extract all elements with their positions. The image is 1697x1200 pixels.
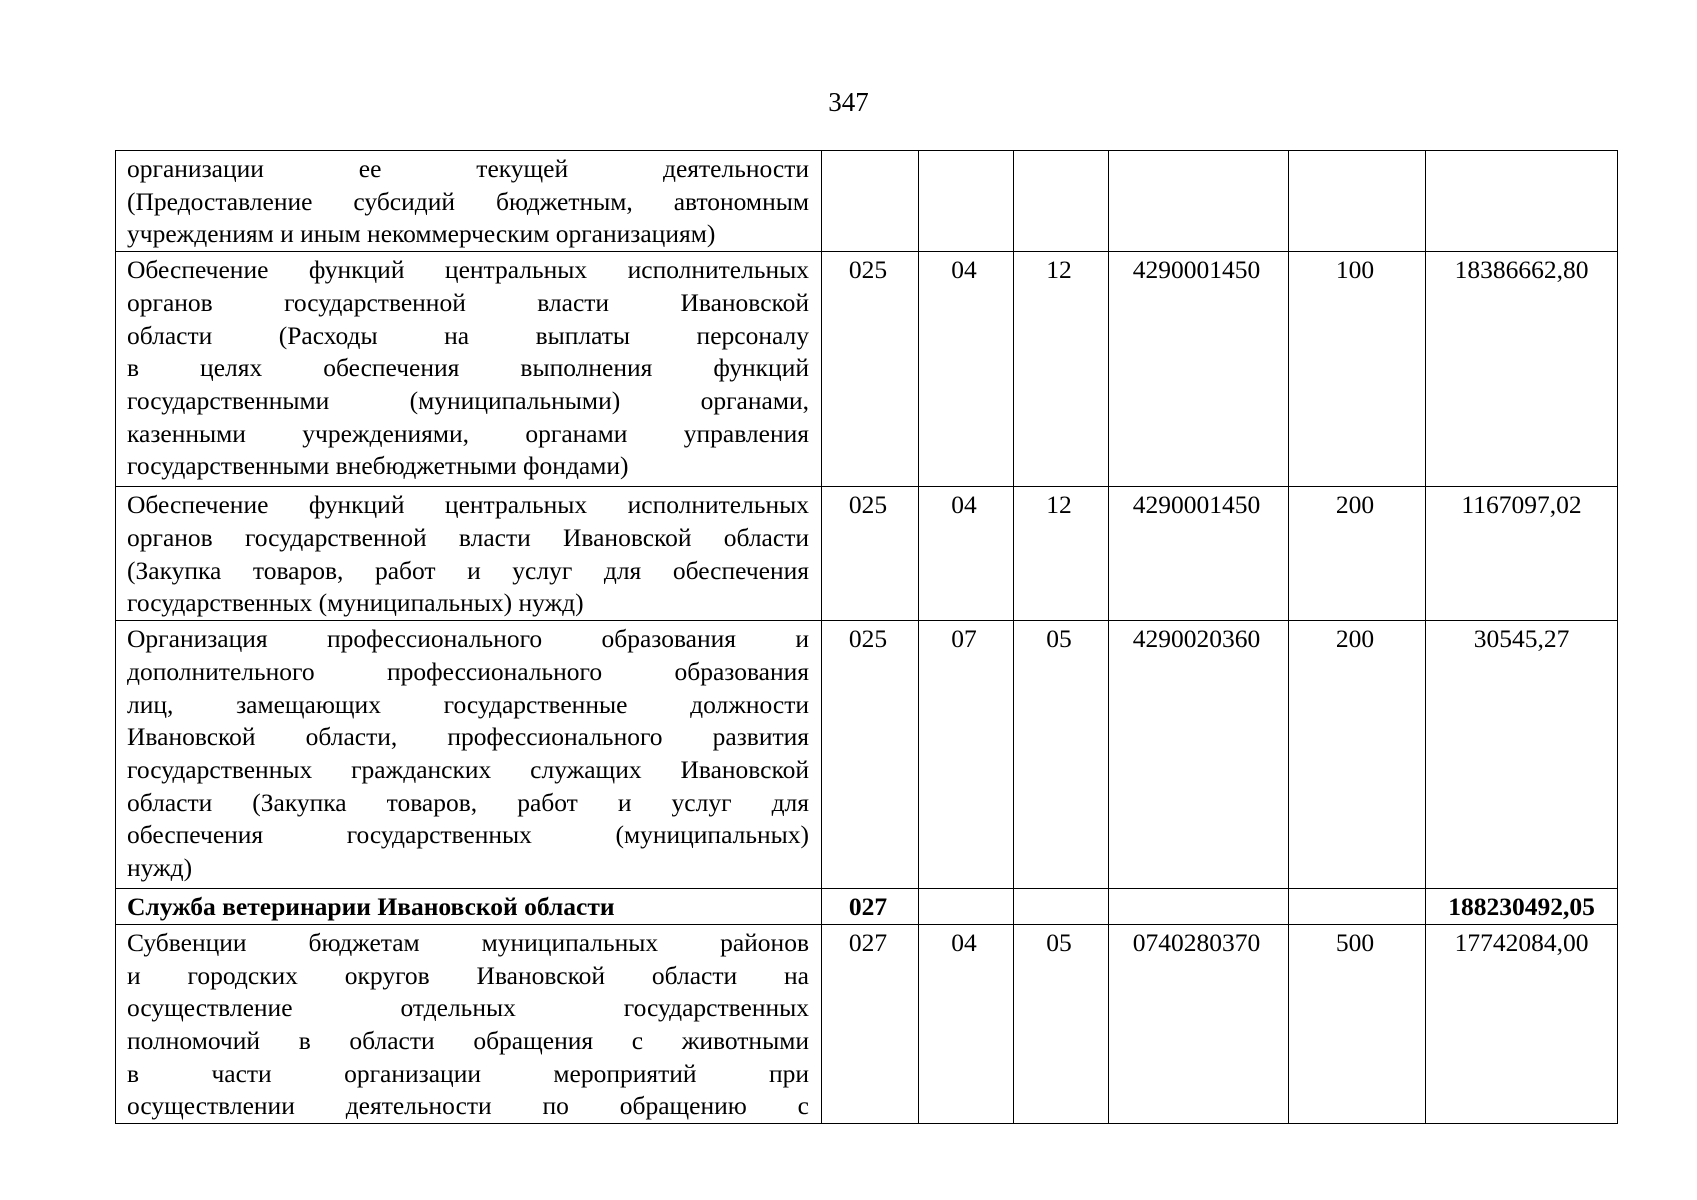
admin-code-cell bbox=[822, 151, 919, 252]
target-code-cell: 4290020360 bbox=[1109, 621, 1289, 889]
description-line: организации ее текущей деятельности bbox=[127, 154, 809, 183]
expense-type-cell bbox=[1289, 889, 1426, 925]
subsection-code-cell bbox=[1014, 889, 1109, 925]
description-line: осуществлении деятельности по обращению с bbox=[127, 1091, 809, 1121]
amount-cell: 188230492,05 bbox=[1426, 889, 1618, 925]
expense-type-cell: 200 bbox=[1289, 487, 1426, 621]
row-description bbox=[116, 621, 822, 889]
admin-code-cell: 027 bbox=[822, 889, 919, 925]
subsection-code-cell: 12 bbox=[1014, 487, 1109, 621]
description-line: в части организации мероприятий при bbox=[127, 1058, 809, 1088]
page-number: 347 bbox=[828, 87, 869, 117]
amount-cell bbox=[1426, 151, 1618, 252]
description-line: Обеспечение функций центральных исполнительных bbox=[127, 490, 809, 520]
table-row bbox=[116, 889, 1618, 925]
section-code-cell: 04 bbox=[919, 252, 1014, 487]
section-code-cell: 04 bbox=[919, 487, 1014, 621]
row-description bbox=[116, 889, 822, 925]
admin-code-cell: 025 bbox=[822, 621, 919, 889]
description-line: (Предоставление субсидий бюджетным, автономным bbox=[127, 186, 809, 216]
description-line: полномочий в области обращения с животными bbox=[127, 1025, 809, 1055]
amount-cell: 30545,27 bbox=[1426, 621, 1618, 889]
amount-cell: 1167097,02 bbox=[1426, 487, 1618, 621]
budget-table bbox=[115, 150, 1618, 1124]
table-row bbox=[116, 487, 1618, 621]
subsection-code-cell: 05 bbox=[1014, 924, 1109, 1123]
table-row bbox=[116, 924, 1618, 1123]
expense-type-cell bbox=[1289, 151, 1426, 252]
admin-code-cell: 027 bbox=[822, 924, 919, 1123]
description-line: области (Закупка товаров, работ и услуг для bbox=[127, 787, 809, 817]
target-code-cell: 0740280370 bbox=[1109, 924, 1289, 1123]
amount-cell: 18386662,80 bbox=[1426, 252, 1618, 487]
description-line: учреждениям и иным некоммерческим организациям) bbox=[127, 219, 716, 249]
description-line: области (Расходы на выплаты персоналу bbox=[127, 320, 809, 350]
description-line: органов государственной власти Ивановской bbox=[127, 287, 809, 317]
description-line: государственными внебюджетными фондами) bbox=[127, 451, 629, 481]
target-code-cell bbox=[1109, 889, 1289, 925]
target-code-cell: 4290001450 bbox=[1109, 252, 1289, 487]
description-line: нужд) bbox=[127, 853, 193, 883]
target-code-cell bbox=[1109, 151, 1289, 252]
description-line: и городских округов Ивановской области на bbox=[127, 960, 809, 990]
section-code-cell bbox=[919, 151, 1014, 252]
description-line: Субвенции бюджетам муниципальных районов bbox=[127, 927, 809, 957]
admin-code-cell: 025 bbox=[822, 252, 919, 487]
description-line: дополнительного профессионального образования bbox=[127, 656, 809, 686]
description-line: Ивановской области, профессионального развития bbox=[127, 722, 809, 752]
description-line: лиц, замещающих государственные должности bbox=[127, 689, 809, 719]
target-code-cell: 4290001450 bbox=[1109, 487, 1289, 621]
subsection-code-cell: 12 bbox=[1014, 252, 1109, 487]
expense-type-cell: 200 bbox=[1289, 621, 1426, 889]
description-line: Обеспечение функций центральных исполнительных bbox=[127, 255, 809, 285]
row-description bbox=[116, 924, 822, 1123]
row-description bbox=[116, 252, 822, 487]
section-code-cell: 07 bbox=[919, 621, 1014, 889]
section-code-cell: 04 bbox=[919, 924, 1014, 1123]
description-line: (Закупка товаров, работ и услуг для обеспечения bbox=[127, 555, 809, 585]
description-line: государственных (муниципальных) нужд) bbox=[127, 588, 584, 618]
description-line: Организация профессионального образования и bbox=[127, 624, 809, 654]
description-line: казенными учреждениями, органами управления bbox=[127, 418, 809, 448]
admin-code-cell: 025 bbox=[822, 487, 919, 621]
description-line: в целях обеспечения выполнения функций bbox=[127, 353, 809, 383]
description-line: осуществление отдельных государственных bbox=[127, 993, 809, 1023]
description-line: Служба ветеринарии Ивановской области bbox=[127, 892, 615, 922]
section-code-cell bbox=[919, 889, 1014, 925]
description-line: обеспечения государственных (муниципальных) bbox=[127, 820, 809, 850]
amount-cell: 17742084,00 bbox=[1426, 924, 1618, 1123]
description-line: государственными (муниципальными) органами, bbox=[127, 385, 809, 415]
table-row bbox=[116, 151, 1618, 252]
subsection-code-cell: 05 bbox=[1014, 621, 1109, 889]
expense-type-cell: 500 bbox=[1289, 924, 1426, 1123]
description-line: органов государственной власти Ивановской области bbox=[127, 522, 809, 552]
subsection-code-cell bbox=[1014, 151, 1109, 252]
description-line: государственных гражданских служащих Ивановской bbox=[127, 754, 809, 784]
expense-type-cell: 100 bbox=[1289, 252, 1426, 487]
table-row bbox=[116, 252, 1618, 487]
table-row bbox=[116, 621, 1618, 889]
row-description bbox=[116, 487, 822, 621]
row-description bbox=[116, 151, 822, 252]
